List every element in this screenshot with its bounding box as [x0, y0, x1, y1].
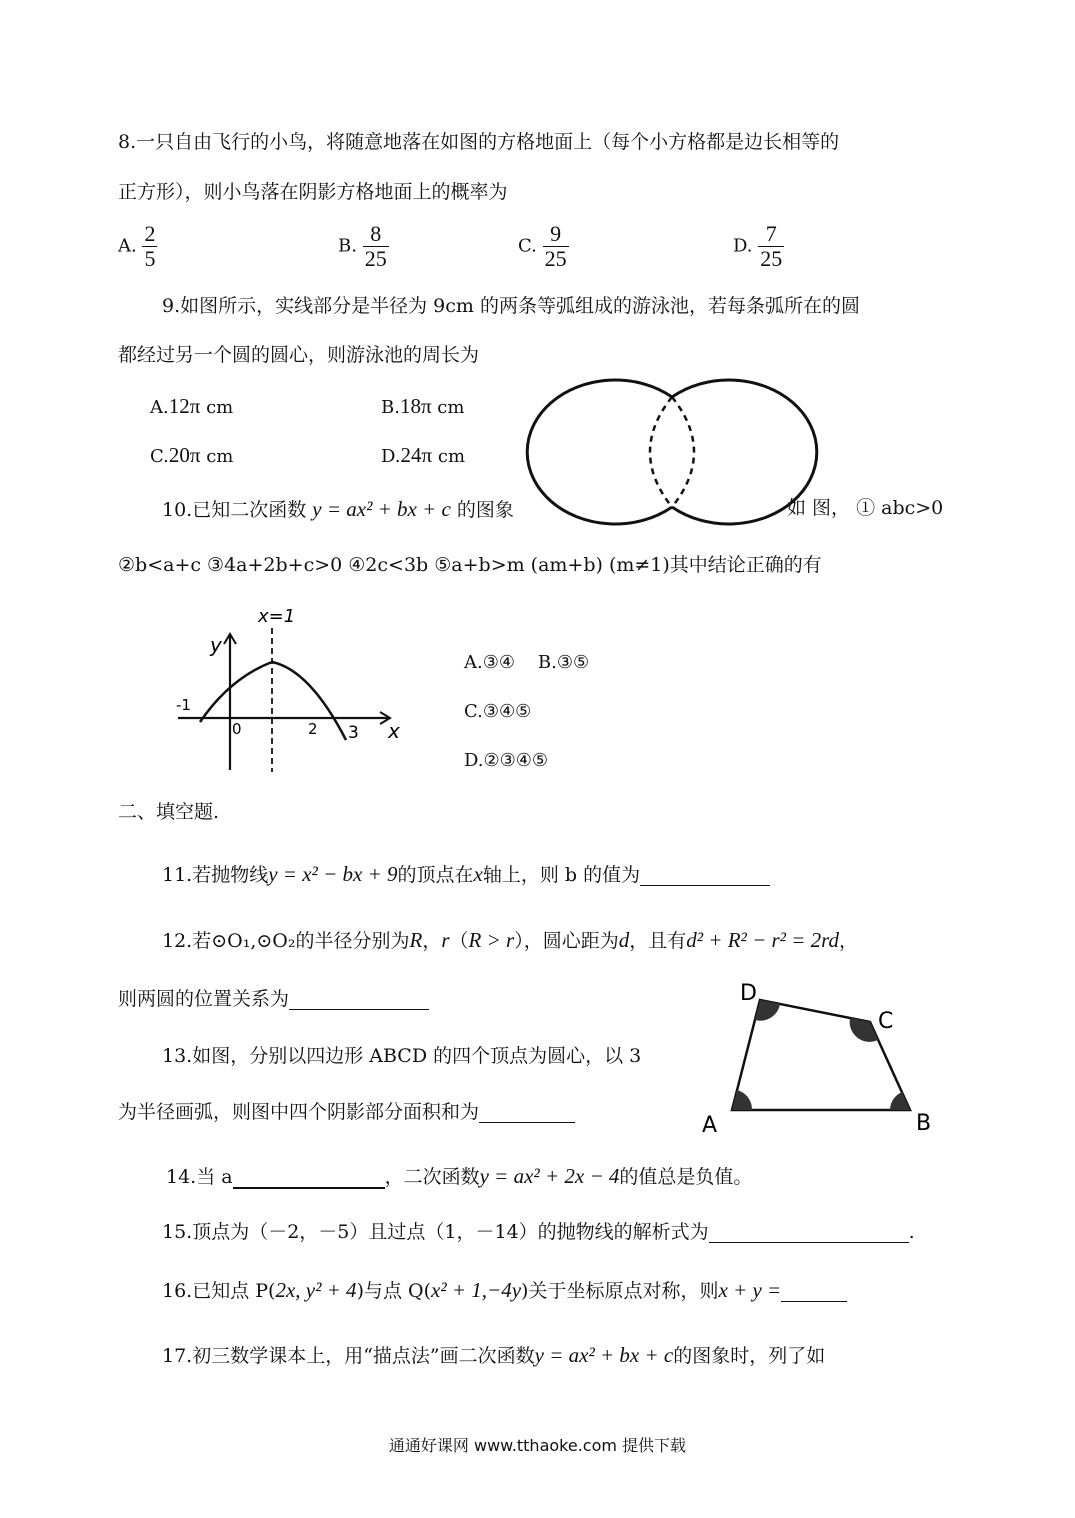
q9-option-d: D.24π cm — [381, 443, 466, 467]
q15-answer-blank[interactable] — [709, 1223, 909, 1243]
q13-quadrilateral-figure — [700, 978, 945, 1138]
label-minus-one: -1 — [176, 696, 191, 714]
option-label: C. — [518, 235, 537, 257]
q17-text: 17.初三数学课本上，用“描点法”画二次函数y = ax² + bx + c的图象时，列了如 — [162, 1343, 826, 1367]
q12-answer-blank[interactable] — [289, 990, 429, 1010]
q8-option-b — [338, 222, 389, 271]
q10-formula: y = ax² + bx + c — [312, 497, 451, 521]
label-y: y — [210, 633, 222, 657]
q12-text-line1: 12.若⊙O₁,⊙O₂的半径分别为R，r（R > r），圆心距为d，且有d² + R² − r² = 2rd， — [162, 928, 859, 952]
q9-text-line2: 都经过另一个圆的圆心，则游泳池的周长为 — [118, 344, 480, 366]
vertex-label-d: D — [740, 981, 757, 1006]
label-two: 2 — [308, 720, 318, 738]
q10-text-line2: ②b<a+c ③4a+2b+c>0 ④2c<3b ⑤a+b>m (am+b) (m≠1)其中结论正确的有 — [118, 554, 822, 576]
q12-equation: d² + R² − r² = 2rd — [686, 928, 840, 952]
q9-option-c: C.20π cm — [150, 443, 234, 467]
q9-pool-figure — [580, 382, 766, 522]
fraction: $\frac{9}{25}$ — [544, 221, 567, 271]
q8-text-line2: 正方形），则小鸟落在阴影方格地面上的概率为 — [118, 181, 508, 203]
section-2-heading: 二、填空题. — [118, 801, 220, 823]
vertex-label-b: B — [916, 1111, 932, 1136]
q17-formula: y = ax² + bx + c — [534, 1343, 674, 1367]
label-zero: 0 — [232, 720, 242, 738]
q8-text-line1: 8.一只自由飞行的小鸟，将随意地落在如图的方格地面上（每个小方格都是边长相等的 — [118, 131, 840, 153]
q9-option-a: A.12π cm — [150, 394, 234, 418]
q12-text-line2: 则两圆的位置关系为 — [118, 990, 429, 1010]
option-label: D. — [733, 235, 753, 257]
page-footer: 通通好课网 www.tthaoke.com 提供下载 — [388, 1436, 687, 1455]
q13-answer-blank[interactable] — [479, 1103, 575, 1123]
label-three: 3 — [348, 723, 359, 743]
parabola-curve — [200, 662, 346, 740]
q10-option-c: C.③④⑤ — [464, 701, 532, 722]
q8-option-a — [118, 222, 157, 271]
q9-text-line1: 9.如图所示，实线部分是半径为 9cm 的两条等弧组成的游泳池，若每条弧所在的圆 — [162, 295, 860, 317]
q10-option-b: B.③⑤ — [537, 652, 590, 673]
shaded-sector-a — [732, 1090, 752, 1110]
vertex-label-c: C — [878, 1009, 894, 1034]
label-x: x — [388, 719, 400, 743]
q14-answer-blank[interactable] — [233, 1168, 385, 1189]
q10-text-line1: 10.已知二次函数 y = ax² + bx + c 的图象 — [162, 497, 514, 521]
label-x-eq-1: x=1 — [258, 606, 296, 627]
q10-parabola-graph — [170, 600, 410, 775]
option-label: A. — [118, 235, 137, 257]
q14-text: 14.当 a ，二次函数y = ax² + 2x − 4的值总是负值。 — [166, 1164, 753, 1188]
pool-dashed-right — [672, 397, 694, 507]
q9-option-b: B.18π cm — [381, 394, 465, 418]
fraction: $\frac{2}{5}$ — [144, 221, 156, 271]
q11-formula: y = x² − bx + 9 — [268, 862, 398, 886]
q13-text-line2: 为半径画弧，则图中四个阴影部分面积和为 — [118, 1103, 575, 1123]
q10-text-tail: 如 图， ① abc>0 — [787, 497, 944, 519]
fraction: $\frac{7}{25}$ — [760, 221, 783, 271]
q8-option-d — [733, 222, 784, 271]
vertex-label-a: A — [702, 1113, 718, 1138]
q8-option-c — [518, 222, 569, 271]
q14-formula: y = ax² + 2x − 4 — [479, 1164, 620, 1188]
q11-text: 11.若抛物线y = x² − bx + 9的顶点在x轴上，则 b 的值为 — [162, 864, 770, 886]
pool-dashed-left — [650, 397, 672, 507]
option-label: B. — [338, 235, 357, 257]
q13-text-line1: 13.如图，分别以四边形 ABCD 的四个顶点为圆心，以 3 — [162, 1045, 642, 1067]
q11-answer-blank[interactable] — [640, 866, 770, 886]
q16-answer-blank[interactable] — [781, 1282, 847, 1302]
fraction: $\frac{8}{25}$ — [364, 221, 387, 271]
q15-text: 15.顶点为（－2，－5）且过点（1，－14）的抛物线的解析式为 . — [162, 1221, 915, 1243]
q10-option-d: D.②③④⑤ — [464, 750, 549, 771]
q10-option-a: A.③④ B.③⑤ — [464, 652, 590, 673]
q16-text: 16.已知点 P(2x, y² + 4)与点 Q(x² + 1,−4y)关于坐标原点对称，则x + y = — [162, 1280, 847, 1302]
